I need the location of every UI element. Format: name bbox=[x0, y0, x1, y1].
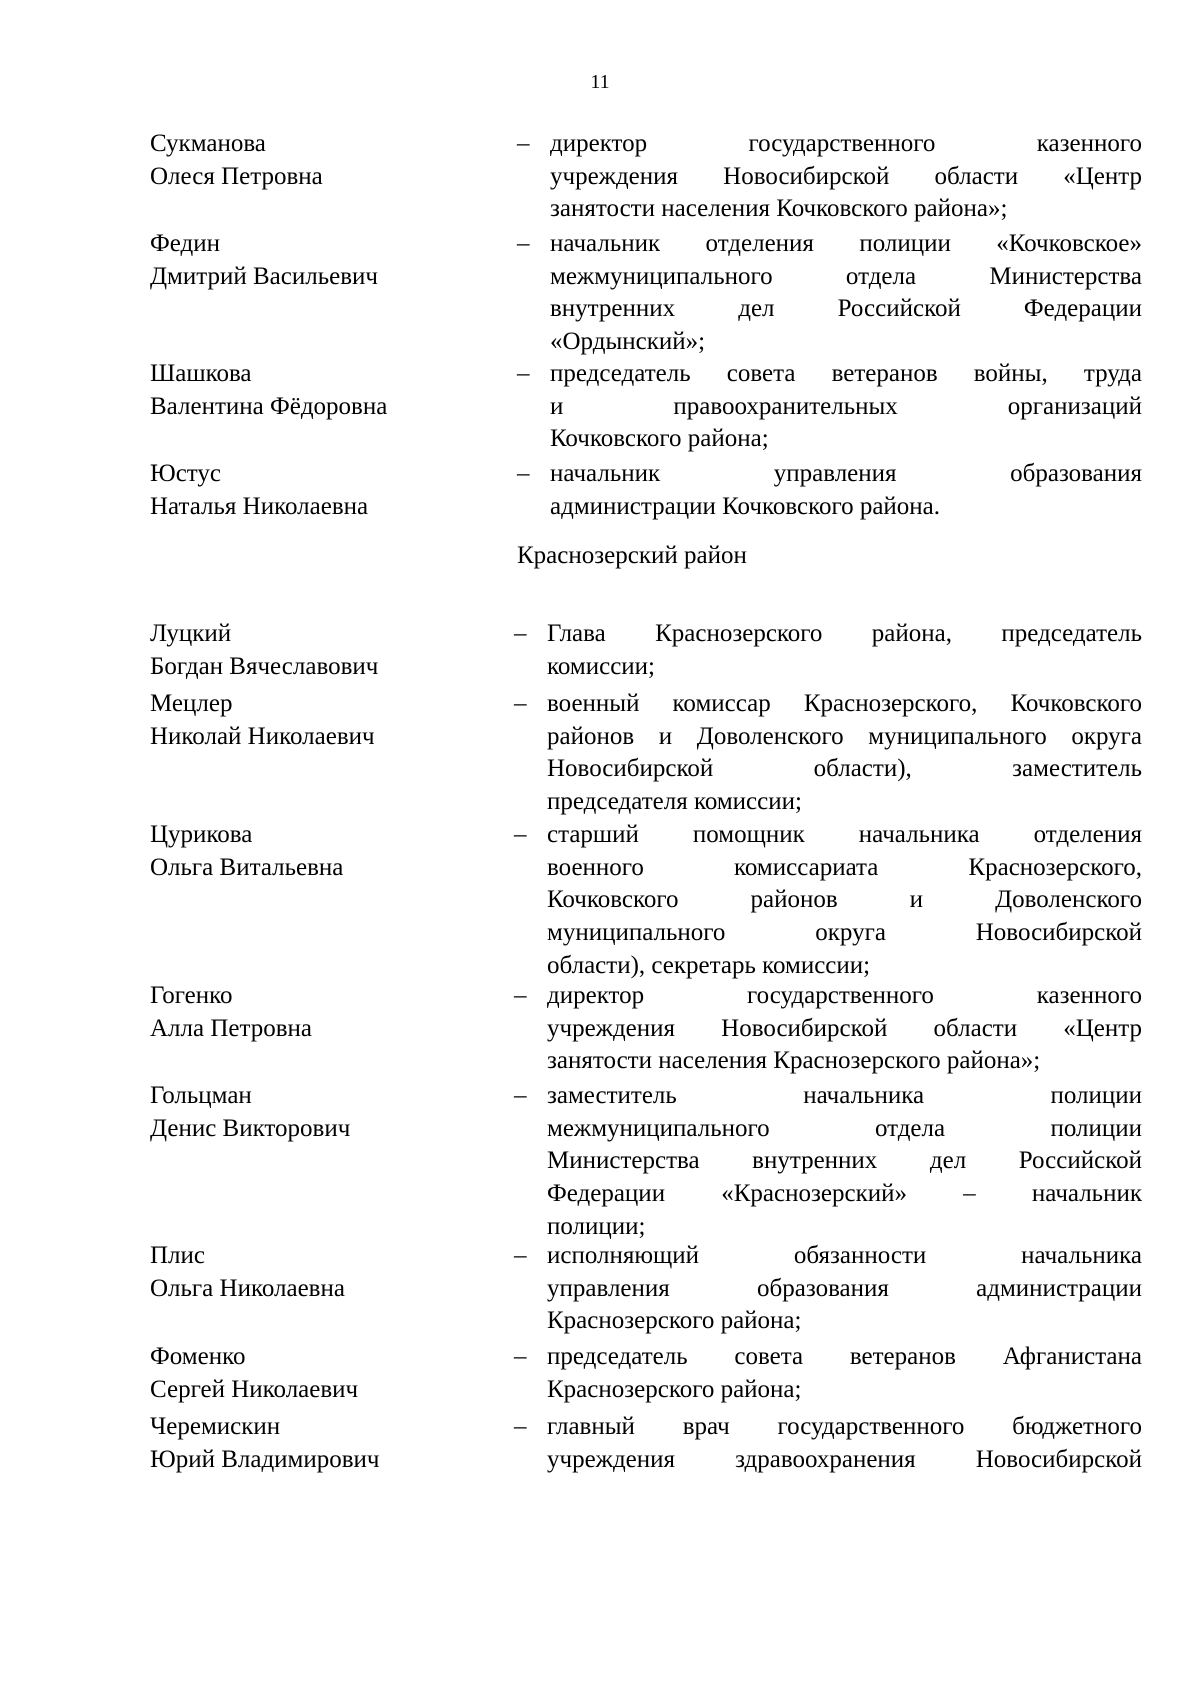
member-given-names: Олеся Петровна bbox=[150, 162, 323, 190]
member-name bbox=[150, 458, 480, 523]
position-line: районов и Доволенского муниципального округа bbox=[547, 722, 1142, 750]
position-line: старший помощник начальника отделения bbox=[547, 821, 1142, 848]
position-line: Федерации «Краснозерский» – начальник bbox=[547, 1180, 1142, 1208]
position-line: занятости населения Кочковского района»; bbox=[550, 195, 1008, 223]
member-given-names: Юрий Владимирович bbox=[150, 1445, 380, 1473]
member-surname: Федин bbox=[150, 230, 220, 257]
position-line: директор государственного казенного bbox=[550, 130, 1142, 157]
member-position bbox=[547, 1411, 1142, 1476]
dash-separator: – bbox=[514, 1343, 527, 1370]
member-given-names: Валентина Фёдоровна bbox=[150, 392, 388, 420]
position-line: межмуниципального отдела полиции bbox=[547, 1114, 1142, 1142]
position-line: занятости населения Краснозерского района»; bbox=[547, 1047, 1041, 1075]
member-surname: Гогенко bbox=[150, 982, 233, 1009]
position-line: межмуниципального отдела Министерства bbox=[550, 262, 1142, 290]
member-surname: Фоменко bbox=[150, 1343, 246, 1370]
member-surname: Луцкий bbox=[150, 620, 232, 647]
position-line: председателя комиссии; bbox=[547, 788, 802, 816]
position-line: учреждения Новосибирской области «Центр bbox=[550, 162, 1142, 190]
position-line: Краснозерского района; bbox=[547, 1375, 802, 1403]
member-given-names: Сергей Николаевич bbox=[150, 1375, 359, 1403]
member-name bbox=[150, 688, 480, 753]
dash-separator: – bbox=[517, 230, 530, 257]
position-line: управления образования администрации bbox=[547, 1274, 1142, 1302]
position-line: исполняющий обязанности начальника bbox=[547, 1242, 1142, 1269]
member-surname: Цурикова bbox=[150, 821, 253, 848]
member-position bbox=[550, 228, 1142, 359]
member-name bbox=[150, 980, 480, 1045]
member-name bbox=[150, 228, 480, 293]
member-name bbox=[150, 618, 480, 683]
member-given-names: Богдан Вячеславович bbox=[150, 652, 379, 680]
position-line: комиссии; bbox=[547, 652, 655, 680]
dash-separator: – bbox=[514, 1082, 527, 1109]
position-line: полиции; bbox=[547, 1212, 646, 1240]
position-line: «Ордынский»; bbox=[550, 328, 706, 356]
member-name bbox=[150, 1341, 480, 1406]
position-line: Новосибирской области), заместитель bbox=[547, 755, 1142, 783]
member-surname: Гольцман bbox=[150, 1082, 252, 1109]
member-surname: Юстус bbox=[150, 460, 221, 487]
member-surname: Плис bbox=[150, 1242, 206, 1269]
position-line: области), секретарь комиссии; bbox=[547, 951, 871, 979]
member-given-names: Ольга Николаевна bbox=[150, 1274, 345, 1302]
member-name bbox=[150, 1411, 480, 1476]
member-position bbox=[547, 1341, 1142, 1406]
member-name bbox=[150, 1080, 480, 1145]
member-position bbox=[547, 688, 1142, 819]
member-surname: Мецлер bbox=[150, 690, 233, 717]
position-line: и правоохранительных организаций bbox=[550, 392, 1142, 420]
dash-separator: – bbox=[517, 360, 530, 387]
position-line: начальник отделения полиции «Кочковское» bbox=[550, 230, 1142, 257]
member-position bbox=[547, 1240, 1142, 1338]
member-surname: Шашкова bbox=[150, 360, 252, 387]
member-position bbox=[547, 1080, 1142, 1244]
dash-separator: – bbox=[514, 620, 527, 647]
member-given-names: Дмитрий Васильевич bbox=[150, 262, 378, 290]
dash-separator: – bbox=[514, 821, 527, 848]
position-line: Кочковского района; bbox=[550, 425, 769, 453]
member-position bbox=[550, 358, 1142, 456]
member-surname: Сукманова bbox=[150, 130, 266, 157]
member-surname: Черемискин bbox=[150, 1413, 281, 1440]
member-given-names: Денис Викторович bbox=[150, 1114, 351, 1142]
member-given-names: Николай Николаевич bbox=[150, 722, 375, 750]
section-heading: Краснозерский район bbox=[517, 542, 747, 569]
position-line: военный комиссар Краснозерского, Кочковского bbox=[547, 690, 1142, 717]
dash-separator: – bbox=[514, 982, 527, 1009]
position-line: Кочковского районов и Доволенского bbox=[547, 886, 1142, 914]
member-position bbox=[547, 980, 1142, 1078]
position-line: администрации Кочковского района. bbox=[550, 492, 941, 520]
position-line: учреждения здравоохранения Новосибирской bbox=[547, 1445, 1142, 1473]
page-number: 11 bbox=[590, 71, 610, 93]
member-given-names: Алла Петровна bbox=[150, 1014, 313, 1042]
position-line: председатель совета ветеранов войны, труда bbox=[550, 360, 1142, 387]
member-name bbox=[150, 128, 480, 193]
member-name bbox=[150, 819, 480, 884]
member-name bbox=[150, 1240, 480, 1305]
member-name bbox=[150, 358, 480, 423]
member-given-names: Ольга Витальевна bbox=[150, 853, 344, 881]
member-position bbox=[550, 458, 1142, 523]
position-line: заместитель начальника полиции bbox=[547, 1082, 1142, 1109]
dash-separator: – bbox=[514, 1413, 527, 1440]
position-line: директор государственного казенного bbox=[547, 982, 1142, 1009]
position-line: Министерства внутренних дел Российской bbox=[547, 1147, 1142, 1175]
dash-separator: – bbox=[514, 1242, 527, 1269]
position-line: Краснозерского района; bbox=[547, 1307, 802, 1335]
position-line: муниципального округа Новосибирской bbox=[547, 919, 1142, 947]
member-position bbox=[547, 618, 1142, 683]
position-line: председатель совета ветеранов Афганистана bbox=[547, 1343, 1142, 1370]
position-line: учреждения Новосибирской области «Центр bbox=[547, 1014, 1142, 1042]
position-line: военного комиссариата Краснозерского, bbox=[547, 853, 1142, 881]
position-line: главный врач государственного бюджетного bbox=[547, 1413, 1142, 1440]
member-given-names: Наталья Николаевна bbox=[150, 492, 369, 520]
dash-separator: – bbox=[514, 690, 527, 717]
member-position bbox=[550, 128, 1142, 226]
position-line: внутренних дел Российской Федерации bbox=[550, 295, 1142, 323]
position-line: начальник управления образования bbox=[550, 460, 1142, 487]
dash-separator: – bbox=[517, 130, 530, 157]
position-line: Глава Краснозерского района, председатель bbox=[547, 620, 1142, 647]
member-position bbox=[547, 819, 1142, 983]
dash-separator: – bbox=[517, 460, 530, 487]
